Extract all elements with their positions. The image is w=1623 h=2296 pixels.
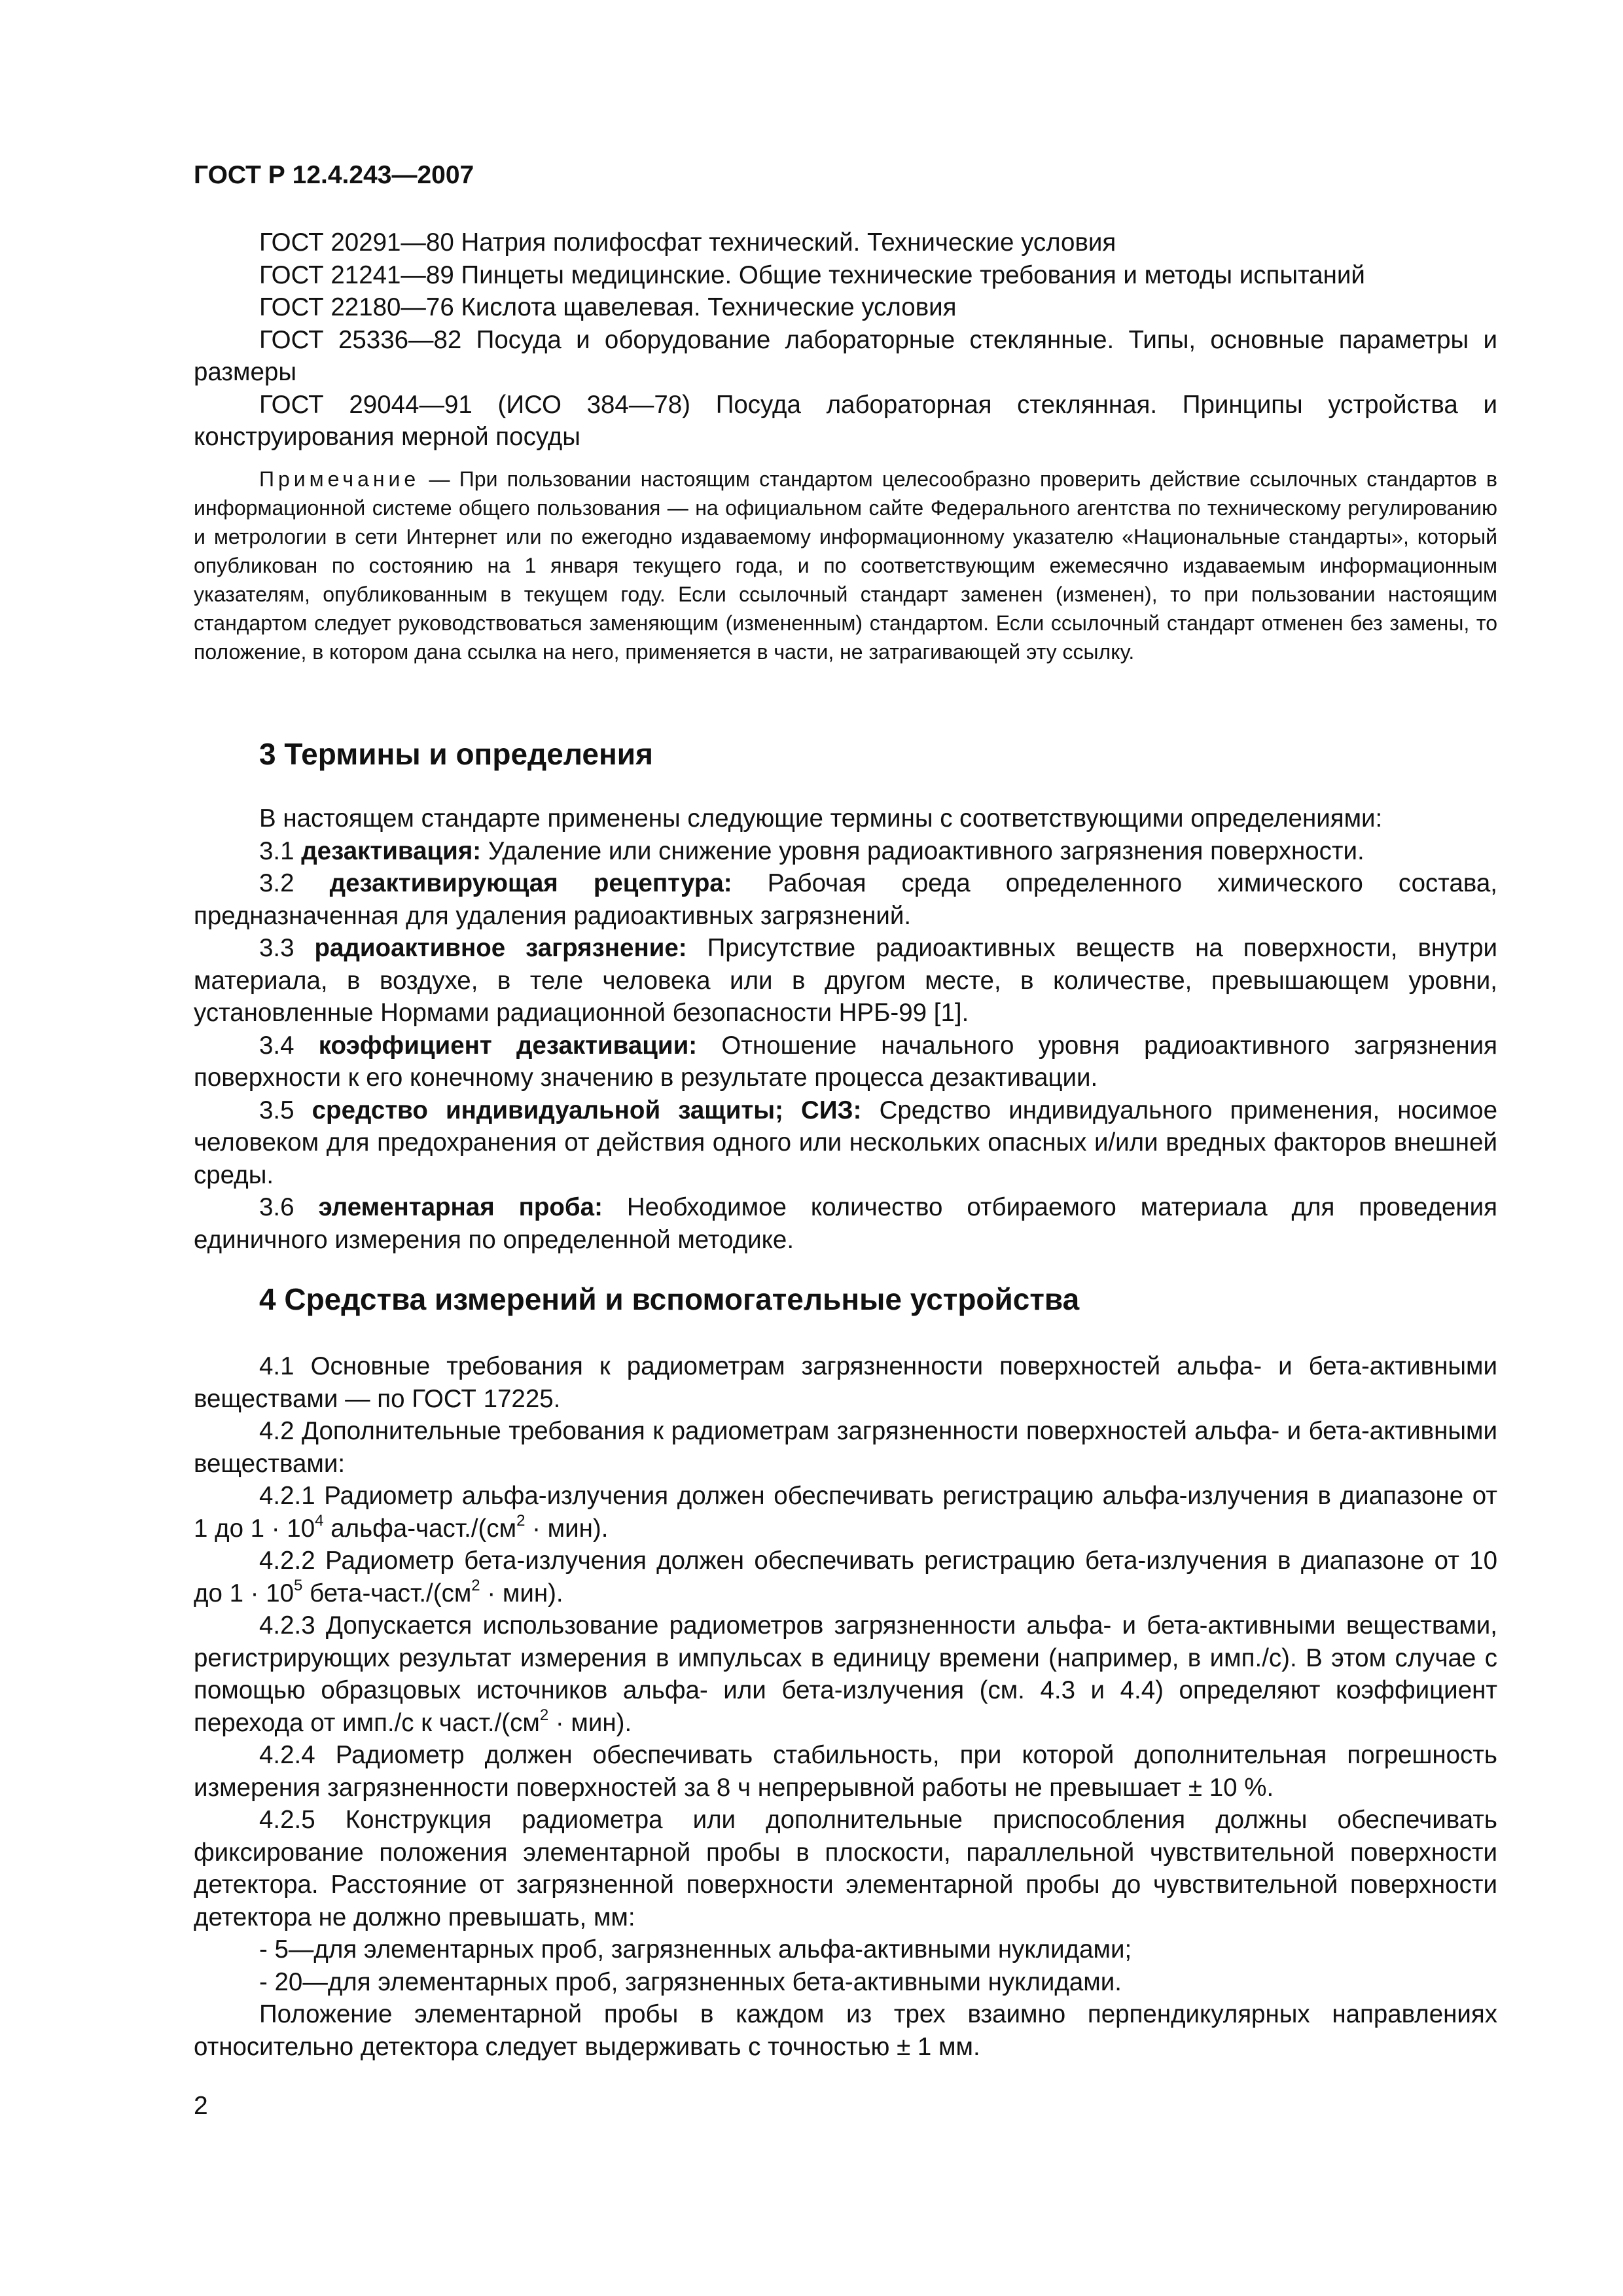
- reference-code: ГОСТ 20291—80: [259, 228, 454, 257]
- term-definition: Рабочая среда определенного химического состава, предназначенная для удаления радиоактивных загрязнений.: [194, 869, 1497, 930]
- term-item: [194, 867, 1497, 932]
- reference-item: [194, 324, 1497, 389]
- note-paragraph: [194, 465, 1497, 666]
- term-number: 3.2: [259, 869, 294, 897]
- term-item: [194, 1030, 1497, 1094]
- paragraph-text: бета-част./(см: [302, 1579, 472, 1607]
- reference-item: [194, 389, 1497, 454]
- term-number: 3.6: [259, 1193, 294, 1221]
- reference-item: [194, 259, 1497, 292]
- note-label: Примечание: [259, 467, 420, 491]
- term-name: средство индивидуальной защиты; СИЗ:: [312, 1096, 862, 1124]
- term-number: 3.5: [259, 1096, 294, 1124]
- term-definition: Присутствие радиоактивных веществ на поверхности, внутри материала, в воздухе, в теле человека или в другом месте, в количестве, превышающем уровни, установленные Нормами радиационной безопасности НРБ-99 [1].: [194, 934, 1497, 1027]
- paragraph-4-2-3: [194, 1609, 1497, 1739]
- paragraph-position: Положение элементарной пробы в каждом из трех взаимно перпендикулярных направлениях относительно детектора следует выдерживать с точностью ± 1 мм.: [194, 2000, 1497, 2061]
- reference-text: Посуда и оборудование лабораторные стеклянные. Типы, основные параметры и размеры: [194, 325, 1497, 386]
- term-item: [194, 1191, 1497, 1256]
- paragraph-4-2-1: [194, 1480, 1497, 1545]
- reference-text: (ИСО 384—78) Посуда лабораторная стеклянная. Принципы устройства и конструирования мерной посуды: [194, 390, 1497, 451]
- term-item: [194, 932, 1497, 1030]
- list-item: - 20—для элементарных проб, загрязненных бета-активными нуклидами.: [259, 1967, 1122, 1996]
- superscript: 2: [516, 1511, 526, 1530]
- paragraph-text: · мин).: [525, 1514, 609, 1543]
- list-item: - 5—для элементарных проб, загрязненных альфа-активными нуклидами;: [259, 1935, 1132, 1964]
- term-name: коэффициент дезактивации:: [318, 1031, 698, 1060]
- reference-code: ГОСТ 21241—89: [259, 260, 454, 289]
- term-number: 3.4: [259, 1031, 294, 1060]
- note-text: — При пользовании настоящим стандартом целесообразно проверить действие ссылочных стандартов в информационной системе общего пользования — на официальном сайте Федерального агентства по техническому регулированию и метрологии в сети Интернет или по ежегодно издаваемому информационному указателю «Национальные стандарты», который опубликован по состоянию на 1 января текущего года, и по соответствующим ежемесячно издаваемым информационным указателям, опубликованным в текущем году. Если ссылочный стандарт заменен (изменен), то при пользовании настоящим стандартом следует руководствоваться заменяющим (измененным) стандартом. Если ссылочный стандарт отменен без замены, то положение, в котором дана ссылка на него, применяется в части, не затрагивающей эту ссылку.: [194, 467, 1498, 664]
- term-name: дезактивирующая рецептура:: [329, 869, 732, 897]
- term-name: радиоактивное загрязнение:: [314, 934, 687, 962]
- paragraph-text: · мин).: [548, 1708, 632, 1737]
- paragraph-text: 4.2.2 Радиометр бета-излучения должен обеспечивать регистрацию бета-излучения в диапазоне от 10 до 1 · 10: [194, 1547, 1497, 1607]
- reference-item: [194, 291, 1497, 324]
- term-definition: Отношение начального уровня радиоактивного загрязнения поверхности к его конечному значению в результате процесса дезактивации.: [194, 1031, 1498, 1092]
- references-list: [194, 226, 1497, 454]
- term-number: 3.3: [259, 934, 294, 962]
- standard-code-header: ГОСТ Р 12.4.243—2007: [194, 161, 474, 189]
- reference-text: Кислота щавелевая. Технические условия: [461, 293, 957, 321]
- section-4-title: 4 Средства измерений и вспомогательные устройства: [259, 1282, 1080, 1316]
- paragraph-text: альфа-част./(см: [323, 1514, 517, 1543]
- paragraph-4-1: 4.1 Основные требования к радиометрам загрязненности поверхностей альфа- и бета-активными веществами — по ГОСТ 17225.: [194, 1352, 1497, 1413]
- term-definition: Средство индивидуального применения, носимое человеком для предохранения от действия одного или нескольких опасных и/или вредных факторов внешней среды.: [194, 1096, 1498, 1189]
- term-item: [194, 1094, 1497, 1192]
- section-3-body: [194, 802, 1497, 1256]
- superscript: 5: [294, 1576, 303, 1594]
- paragraph-text: 4.2.1 Радиометр альфа-излучения должен обеспечивать регистрацию альфа-излучения в диапазоне от 1 до 1 · 10: [194, 1482, 1497, 1543]
- term-name: элементарная проба:: [318, 1193, 603, 1221]
- term-definition: Удаление или снижение уровня радиоактивного загрязнения поверхности.: [488, 836, 1364, 865]
- reference-code: ГОСТ 29044—91: [259, 390, 473, 419]
- superscript: 2: [539, 1706, 549, 1724]
- paragraph-4-2-4: 4.2.4 Радиометр должен обеспечивать стабильность, при которой дополнительная погрешность измерения загрязненности поверхностей за 8 ч непрерывной работы не превышает ± 10 %.: [194, 1741, 1497, 1802]
- page-number: 2: [194, 2092, 208, 2120]
- paragraph-4-2-5: 4.2.5 Конструкция радиометра или дополнительные приспособления должны обеспечивать фиксирование положения элементарной пробы в плоскости, параллельной чувствительной поверхности детектора. Расстояние от загрязненной поверхности элементарной пробы до чувствительной поверхности детектора не должно превышать, мм:: [194, 1806, 1497, 1931]
- section-4-body: [194, 1350, 1497, 2063]
- term-number: 3.1: [259, 836, 294, 865]
- superscript: 4: [315, 1511, 324, 1530]
- reference-code: ГОСТ 25336—82: [259, 325, 462, 354]
- term-name: дезактивация:: [301, 836, 482, 865]
- paragraph-4-2: 4.2 Дополнительные требования к радиометрам загрязненности поверхностей альфа- и бета-активными веществами:: [194, 1417, 1497, 1478]
- section-3-title: 3 Термины и определения: [259, 737, 653, 771]
- reference-item: [194, 226, 1497, 259]
- reference-code: ГОСТ 22180—76: [259, 293, 454, 321]
- reference-text: Пинцеты медицинские. Общие технические требования и методы испытаний: [461, 260, 1365, 289]
- term-definition: Необходимое количество отбираемого материала для проведения единичного измерения по определенной методике.: [194, 1193, 1498, 1254]
- term-item: [194, 835, 1497, 868]
- section-3-intro: В настоящем стандарте применены следующие термины с соответствующими определениями:: [259, 804, 1383, 833]
- reference-text: Натрия полифосфат технический. Технические условия: [461, 228, 1116, 257]
- paragraph-text: · мин).: [480, 1579, 563, 1607]
- paragraph-4-2-2: [194, 1545, 1497, 1609]
- superscript: 2: [471, 1576, 480, 1594]
- paragraph-text: 4.2.3 Допускается использование радиометров загрязненности альфа- и бета-активными веществами, регистрирующих результат измерения в импульсах в единицу времени (например, в имп./с). В этом случае с помощью образцовых источников альфа- или бета-излучения (см. 4.3 и 4.4) определяют коэффициент перехода от имп./с к част./(см: [194, 1611, 1497, 1737]
